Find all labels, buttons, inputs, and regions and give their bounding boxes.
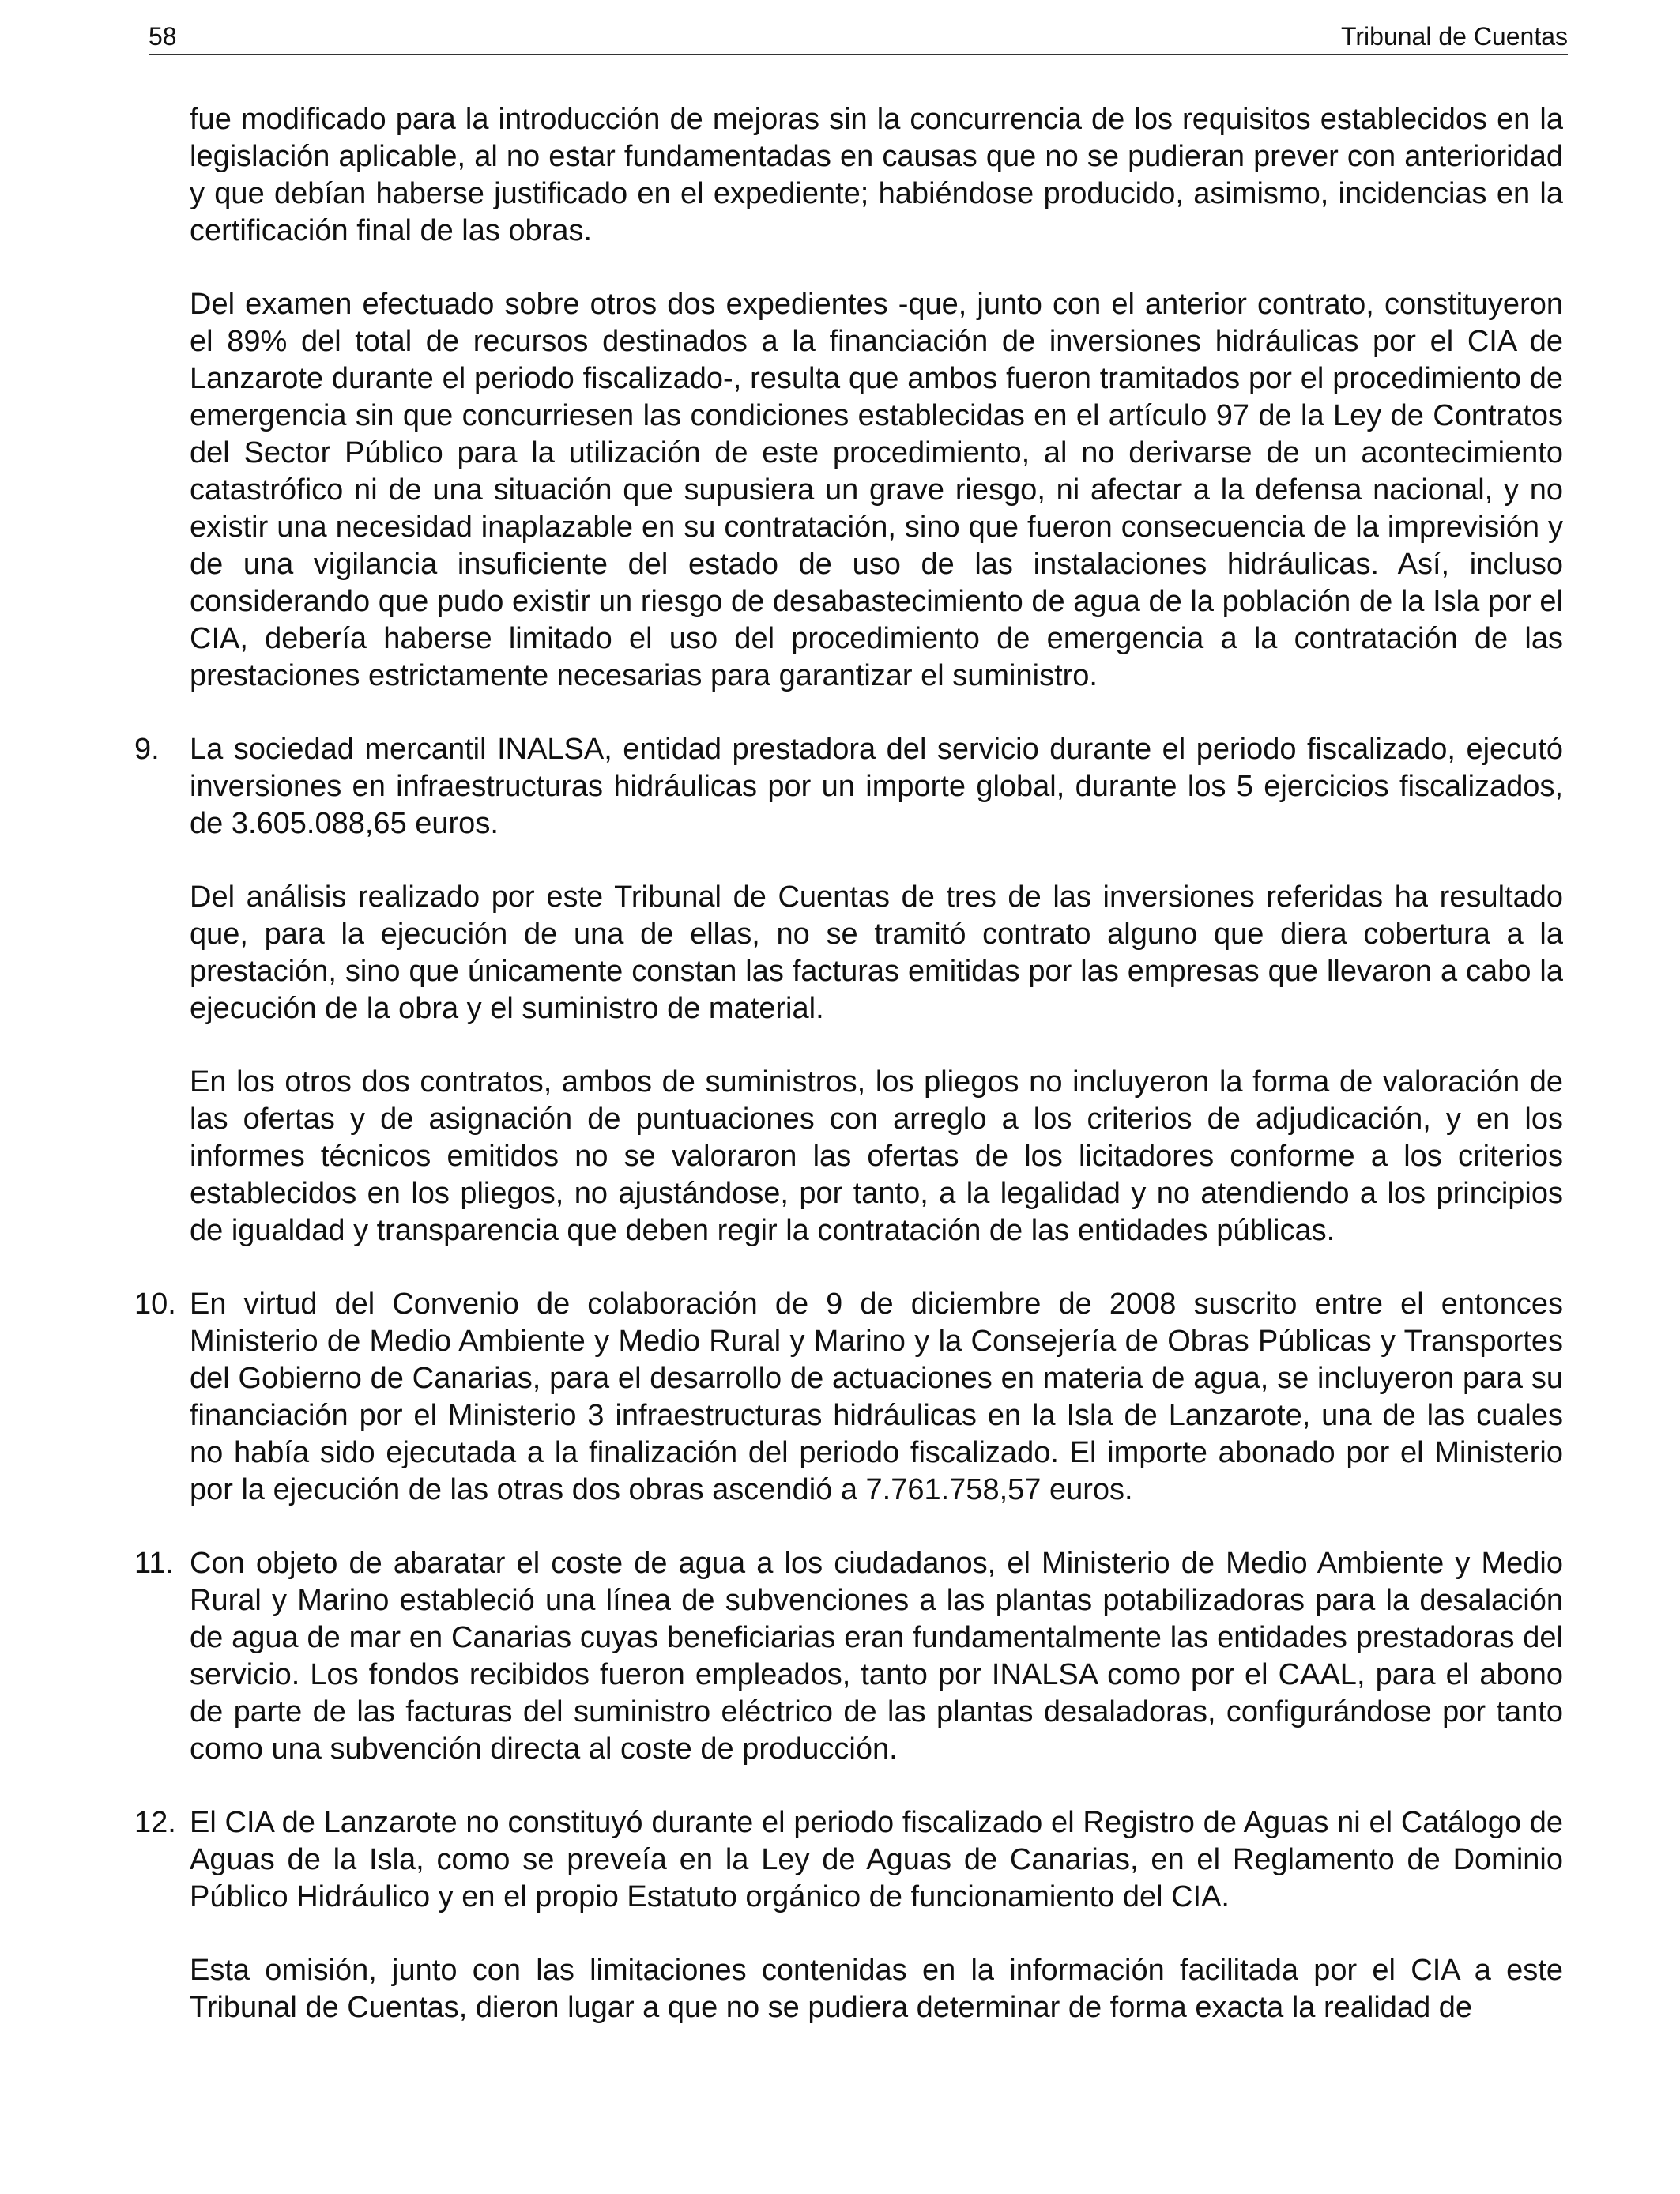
paragraph-emergency-procedure: Del examen efectuado sobre otros dos expedientes -que, junto con el anterior contrato, constituyeron el 89% del total de recursos destinados a la financiación de inversiones hidráulicas por el CIA de Lanzarote durante el periodo fiscalizado-, resulta que ambos fueron tramitados por el procedimiento de emergencia sin que concurriesen las condiciones establecidas en el artículo 97 de la Ley de Contratos del Sector Público para la utilización de este procedimiento, al no derivarse de un acontecimiento catastrófico ni de una situación que supusiera un grave riesgo, ni afectar a la defensa nacional, y no existir una necesidad inaplazable en su contratación, sino que fueron consecuencia de la imprevisión y de una vigilancia insuficiente del estado de uso de las instalaciones hidráulicas. Así, incluso considerando que pudo existir un riesgo de desabastecimiento de agua de la población de la Isla por el CIA, debería haberse limitado el uso del procedimiento de emergencia a la contratación de las prestaciones estrictamente necesarias para garantizar el suministro. (190, 288, 1563, 692)
page-header (149, 17, 1568, 55)
paragraph-omission: Esta omisión, junto con las limitaciones contenidas en la información facilitada por el CIA a este Tribunal de Cuentas, dieron lugar a que no se pudiera determinar de forma exacta la realidad de (190, 1954, 1563, 2024)
page-body (134, 101, 1563, 2026)
list-number-9: 9. (134, 733, 160, 766)
list-item-10 (134, 1286, 1563, 1509)
list-number-10: 10. (134, 1287, 176, 1321)
list-item-12-text: El CIA de Lanzarote no constituyó durante el periodo fiscalizado el Registro de Aguas ni el Catálogo de Aguas de la Isla, como se preveía en la Ley de Aguas de Canarias, en el Reglamento de Dominio Público Hidráulico y en el propio Estatuto orgánico de funcionamiento del CIA. (190, 1806, 1563, 1913)
list-item-10-text: En virtud del Convenio de colaboración de 9 de diciembre de 2008 suscrito entre el entonces Ministerio de Medio Ambiente y Medio Rural y Marino y la Consejería de Obras Públicas y Transportes del Gobierno de Canarias, para el desarrollo de actuaciones en materia de agua, se incluyeron para su financiación por el Ministerio 3 infraestructuras hidráulicas en la Isla de Lanzarote, una de las cuales no había sido ejecutada a la finalización del periodo fiscalizado. El importe abonado por el Ministerio por la ejecución de las otras dos obras ascendió a 7.761.758,57 euros. (190, 1287, 1563, 1506)
list-item-12 (134, 1804, 1563, 1916)
list-item-9-text: La sociedad mercantil INALSA, entidad prestadora del servicio durante el periodo fiscalizado, ejecutó inversiones en infraestructuras hidráulicas por un importe global, durante los 5 ejercicios fiscalizados, de 3.605.088,65 euros. (190, 733, 1563, 840)
paragraph-inversion-analysis: Del análisis realizado por este Tribunal de Cuentas de tres de las inversiones referidas ha resultado que, para la ejecución de una de ellas, no se tramitó contrato alguno que diera cobertura a la prestación, sino que únicamente constan las facturas emitidas por las empresas que llevaron a cabo la ejecución de la obra y el suministro de material. (190, 880, 1563, 1025)
list-number-12: 12. (134, 1806, 176, 1839)
list-item-11-text: Con objeto de abaratar el coste de agua a los ciudadanos, el Ministerio de Medio Ambiente y Medio Rural y Marino estableció una línea de subvenciones a las plantas potabilizadoras para la desalación de agua de mar en Canarias cuyas beneficiarias eran fundamentalmente las entidades prestadoras del servicio. Los fondos recibidos fueron empleados, tanto por INALSA como por el CAAL, para el abono de parte de las facturas del suministro eléctrico de las plantas desaladoras, configurándose por tanto como una subvención directa al coste de producción. (190, 1547, 1563, 1766)
list-number-11: 11. (134, 1547, 175, 1580)
list-item-11 (134, 1545, 1563, 1768)
page-number: 58 (149, 22, 177, 51)
list-item-9 (134, 731, 1563, 843)
paragraph-continuation: fue modificado para la introducción de mejoras sin la concurrencia de los requisitos establecidos en la legislación aplicable, al no estar fundamentadas en causas que no se pudieran prever con anterioridad y que debían haberse justificado en el expediente; habiéndose producido, asimismo, incidencias en la certificación final de las obras. (190, 103, 1563, 247)
paragraph-other-contracts: En los otros dos contratos, ambos de suministros, los pliegos no incluyeron la forma de valoración de las ofertas y de asignación de puntuaciones con arreglo a los criterios de adjudicación, y en los informes técnicos emitidos no se valoraron las ofertas de los licitadores conforme a los criterios establecidos en los pliegos, no ajustándose, por tanto, a la legalidad y no atendiendo a los principios de igualdad y transparencia que deben regir la contratación de las entidades públicas. (190, 1065, 1563, 1247)
header-title: Tribunal de Cuentas (1341, 22, 1568, 51)
